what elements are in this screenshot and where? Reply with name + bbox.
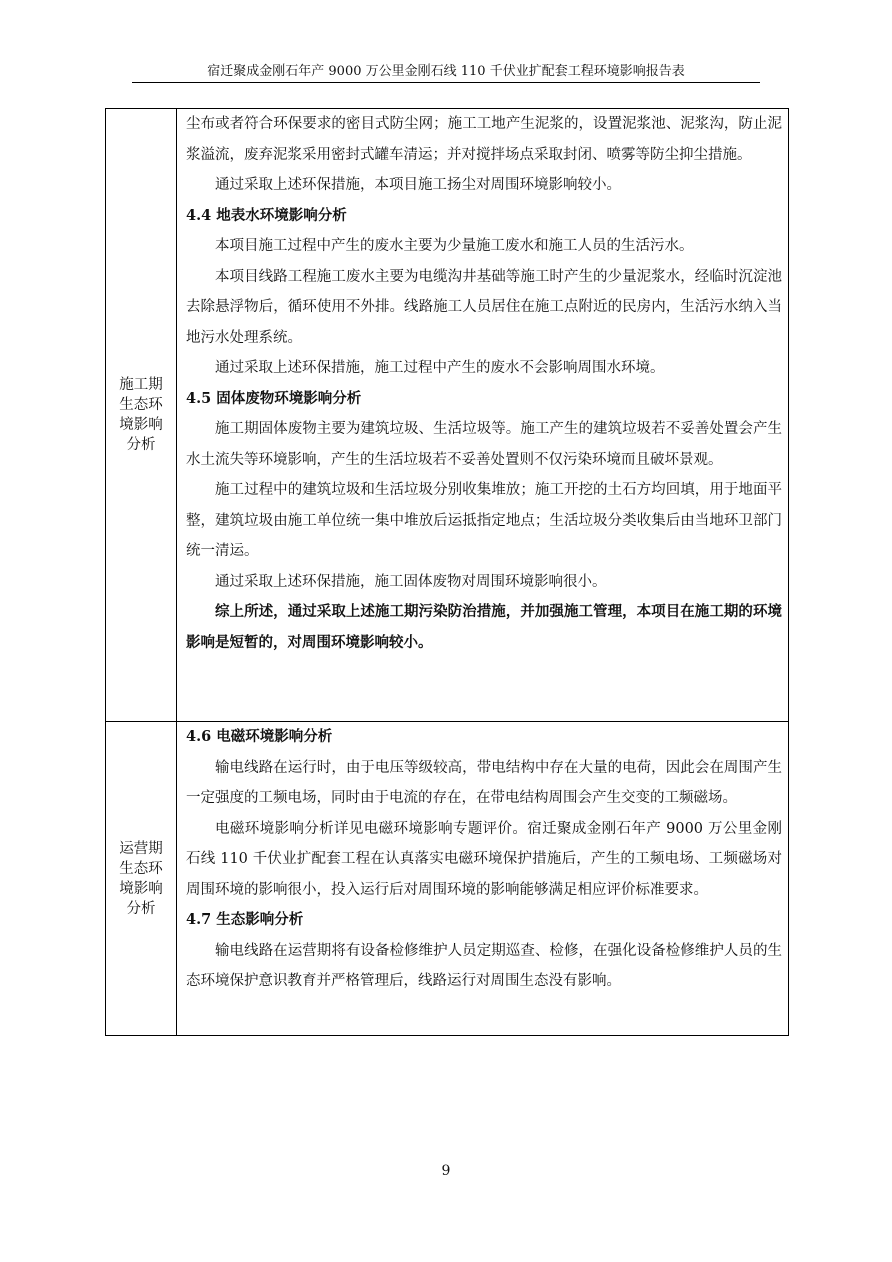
paragraph-wastewater-conclusion: 通过采取上述环保措施，施工过程中产生的废水不会影响周围水环境。: [215, 360, 665, 376]
construction-label-cell: [106, 109, 177, 722]
section-heading-4-6: 4.6 电磁环境影响分析: [186, 728, 333, 745]
operation-label-line: 境影响: [119, 880, 163, 897]
operation-row: [106, 722, 789, 1036]
construction-label-line: 生态环: [119, 397, 163, 413]
section-heading-4-5: 4.5 固体废物环境影响分析: [186, 389, 362, 407]
operation-content-cell: [177, 722, 789, 1036]
paragraph-wastewater-detail: 本项目线路工程施工废水主要为电缆沟井基础等施工时产生的少量泥浆水，经临时沉淀池去除悬浮物后，循环使用不外排。线路施工人员居住在施工点附近的民房内，生活污水纳入当地污水处理系统。: [186, 268, 782, 346]
paragraph-dust-conclusion: 通过采取上述环保措施，本项目施工扬尘对周围环境影响较小。: [215, 177, 621, 193]
construction-content-cell: [177, 109, 789, 722]
paragraph-dust-measures: 尘布或者符合环保要求的密目式防尘网；施工工地产生泥浆的，设置泥浆池、泥浆沟，防止泥浆溢流，废弃泥浆采用密封式罐车清运；并对搅拌场点采取封闭、喷雾等防尘抑尘措施。: [186, 116, 782, 163]
construction-label-line: 分析: [126, 437, 156, 453]
paragraph-em-detail: 电磁环境影响分析详见电磁环境影响专题评价。宿迁聚成金刚石年产 9000 万公里金刚石线 110 千伏业扩配套工程在认真落实电磁环境保护措施后，产生的工频电场、工频磁场对周围环境的影响很小，投入运行后对周围环境的影响能够满足相应评价标准要求。: [186, 820, 782, 898]
paragraph-solid-waste-conclusion: 通过采取上述环保措施，施工固体废物对周围环境影响很小。: [215, 573, 607, 590]
report-table: [105, 108, 789, 1036]
operation-label-line: 分析: [126, 900, 156, 917]
operation-label-line: 运营期: [119, 840, 163, 857]
section-heading-4-7: 4.7 生态影响分析: [186, 911, 304, 928]
page-header: [132, 63, 760, 83]
paragraph-wastewater-intro: 本项目施工过程中产生的废水主要为少量施工废水和施工人员的生活污水。: [215, 238, 694, 254]
operation-label-cell: [106, 722, 177, 1036]
paragraph-solid-waste-detail: 施工过程中的建筑垃圾和生活垃圾分别收集堆放；施工开挖的土石方均回填，用于地面平整，建筑垃圾由施工单位统一集中堆放后运抵指定地点；生活垃圾分类收集后由当地环卫部门统一清运。: [186, 482, 782, 559]
construction-row: [106, 109, 789, 722]
page-number: 9: [441, 1163, 451, 1179]
report-title: 宿迁聚成金刚石年产 9000 万公里金刚石线 110 千伏业扩配套工程环境影响报告表: [207, 64, 685, 79]
construction-label-line: 施工期: [119, 377, 163, 393]
paragraph-em-intro: 输电线路在运行时，由于电压等级较高，带电结构中存在大量的电荷，因此会在周围产生一定强度的工频电场，同时由于电流的存在，在带电结构周围会产生交变的工频磁场。: [186, 759, 782, 806]
paragraph-ecology: 输电线路在运营期将有设备检修维护人员定期巡查、检修，在强化设备检修维护人员的生态环境保护意识教育并严格管理后，线路运行对周围生态没有影响。: [186, 942, 782, 989]
section-heading-4-4: 4.4 地表水环境影响分析: [186, 206, 347, 224]
operation-label-line: 生态环: [119, 860, 163, 877]
paragraph-construction-summary: 综上所述，通过采取上述施工期污染防治措施，并加强施工管理，本项目在施工期的环境影响是短暂的，对周围环境影响较小。: [186, 603, 782, 651]
construction-label-line: 境影响: [119, 417, 163, 433]
paragraph-solid-waste-intro: 施工期固体废物主要为建筑垃圾、生活垃圾等。施工产生的建筑垃圾若不妥善处置会产生水土流失等环境影响，产生的生活垃圾若不妥善处置则不仅污染环境而且破坏景观。: [186, 421, 782, 468]
